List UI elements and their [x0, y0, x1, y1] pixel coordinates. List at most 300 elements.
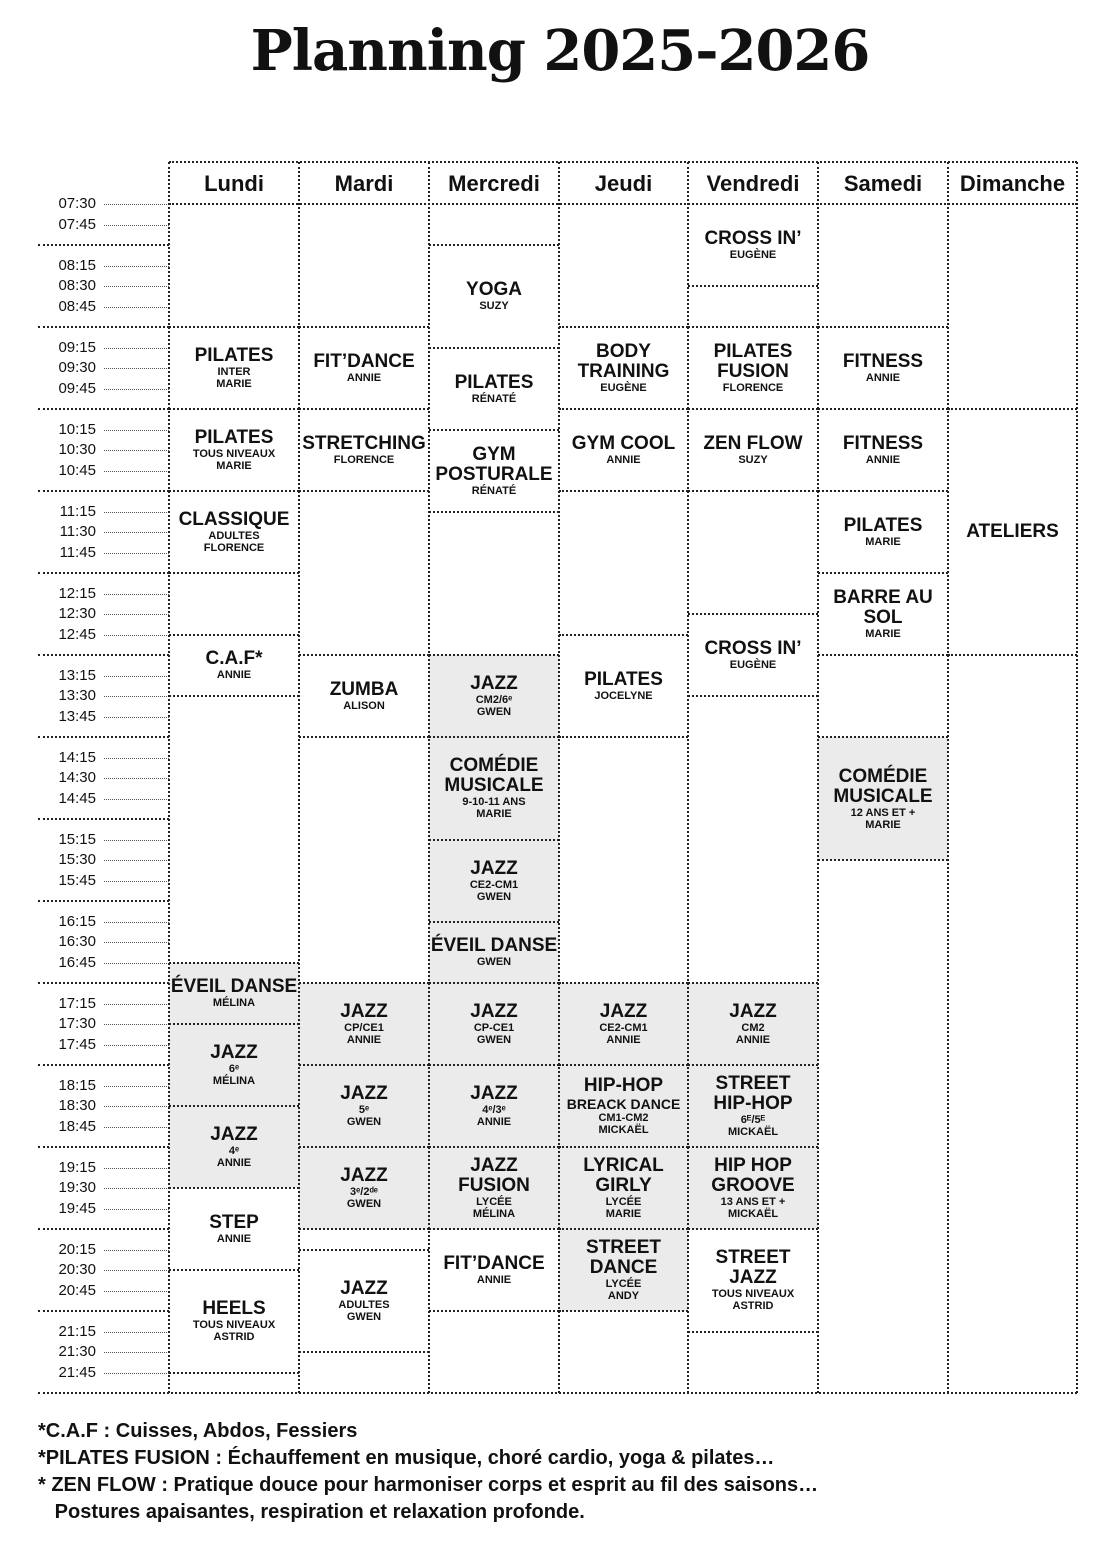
- grid-rule: [169, 161, 1077, 163]
- class-cell: [299, 655, 429, 737]
- class-name: HIP-HOP: [583, 1075, 664, 1096]
- cell-border-bottom: [169, 1372, 299, 1374]
- class-details: CE2-CM1 GWEN: [469, 878, 519, 903]
- day-header-samedi: Samedi: [843, 171, 923, 196]
- hour-line: [38, 1310, 169, 1312]
- time-tick: [104, 1291, 169, 1292]
- cell-border-top: [299, 1249, 429, 1251]
- cell-border-top: [688, 326, 818, 328]
- class-name: PILATES: [194, 427, 274, 448]
- cell-border-top: [429, 921, 559, 923]
- time-tick: [104, 1373, 169, 1374]
- class-cell: [169, 327, 299, 409]
- hour-line: [38, 1064, 169, 1066]
- class-name: HEELS: [202, 1298, 266, 1320]
- cell-border-top: [688, 982, 818, 984]
- class-cell: [299, 327, 429, 409]
- cell-border-bottom: [299, 1351, 429, 1353]
- class-name: COMÉDIE MUSICALE: [833, 765, 933, 807]
- class-name: ZEN FLOW: [703, 433, 803, 454]
- class-name: C.A.F*: [205, 648, 263, 670]
- class-details: 4ᵉ ANNIE: [216, 1145, 252, 1169]
- time-tick: [104, 430, 169, 431]
- time-tick: [104, 1106, 169, 1107]
- class-details: CP-CE1 GWEN: [473, 1022, 515, 1046]
- class-cell: [169, 1270, 299, 1373]
- class-details: LYCÉE ANDY: [605, 1278, 642, 1302]
- class-cell: [688, 1147, 818, 1229]
- time-label: 11:15: [59, 502, 96, 520]
- class-details: ADULTES GWEN: [338, 1298, 390, 1323]
- class-details: INTER MARIE: [216, 366, 252, 390]
- class-cell: [169, 409, 299, 491]
- time-tick: [104, 942, 169, 943]
- time-label: 07:30: [58, 195, 96, 212]
- class-name: BODY TRAINING: [577, 341, 670, 382]
- class-name: PILATES FUSION: [713, 341, 793, 382]
- hour-line: [38, 490, 169, 492]
- time-label: 18:30: [58, 1097, 96, 1114]
- time-label: 13:15: [58, 666, 96, 684]
- class-name: JAZZ FUSION: [458, 1155, 530, 1196]
- hour-line: [38, 408, 169, 410]
- time-label: 19:45: [58, 1199, 96, 1217]
- class-name: HIP HOP GROOVE: [711, 1155, 795, 1196]
- time-tick: [104, 1004, 169, 1005]
- class-cell: [818, 409, 948, 491]
- cell-border-top: [559, 1064, 688, 1066]
- hour-line: [38, 736, 169, 738]
- time-label: 12:30: [58, 605, 96, 622]
- time-label: 21:45: [58, 1363, 96, 1381]
- class-name: JAZZ: [599, 1001, 648, 1022]
- class-name: JAZZ: [729, 1001, 777, 1022]
- class-cell: [559, 1229, 688, 1311]
- cell-border-bottom: [299, 1228, 429, 1230]
- cell-border-top: [688, 1228, 818, 1230]
- time-label: 16:45: [58, 953, 96, 971]
- class-name: JAZZ: [210, 1042, 258, 1063]
- cell-border-top: [429, 839, 559, 841]
- time-label: 16:15: [58, 912, 96, 930]
- class-name: JAZZ: [210, 1124, 258, 1145]
- class-cell: [559, 635, 688, 738]
- cell-border-top: [688, 408, 818, 410]
- column-separator: [298, 162, 300, 1393]
- cell-border-bottom: [559, 1310, 688, 1312]
- class-details: ANNIE: [865, 372, 901, 384]
- time-label: 18:45: [58, 1117, 96, 1135]
- class-name: STREET DANCE: [586, 1237, 661, 1278]
- column-separator: [558, 162, 560, 1393]
- cell-border-bottom: [948, 654, 1077, 656]
- class-details: 13 ANS ET + MICKAËL: [720, 1196, 786, 1220]
- class-cell: [559, 327, 688, 409]
- class-cell: [429, 348, 559, 430]
- day-header-mardi: Mardi: [334, 171, 394, 196]
- time-tick: [104, 1168, 169, 1169]
- cell-border-top: [818, 490, 948, 492]
- grid-rule: [38, 1392, 1077, 1394]
- cell-border-top: [169, 1105, 299, 1107]
- cell-border-top: [299, 654, 429, 656]
- time-label: 18:15: [58, 1076, 96, 1094]
- time-tick: [104, 471, 169, 472]
- time-tick: [104, 1127, 169, 1128]
- time-tick: [104, 696, 169, 697]
- footnotes: [38, 1418, 818, 1526]
- cell-border-top: [818, 736, 948, 738]
- class-details: CM2 ANNIE: [735, 1022, 771, 1046]
- class-name: ATELIERS: [966, 521, 1059, 542]
- cell-border-top: [299, 408, 429, 410]
- cell-border-top: [559, 1228, 688, 1230]
- class-details: CM2/6ᵉ GWEN: [475, 694, 513, 718]
- class-cell: [429, 245, 559, 348]
- footnote: *PILATES FUSION : Échauffement en musique, choré cardio, yoga & pilates…: [38, 1447, 775, 1469]
- class-cell: [818, 491, 948, 573]
- class-cell: [948, 409, 1077, 655]
- time-tick: [104, 860, 169, 861]
- time-tick: [104, 594, 169, 595]
- class-cell: [169, 1024, 299, 1106]
- class-details: ANNIE: [476, 1274, 512, 1286]
- time-label: 10:30: [58, 441, 96, 458]
- class-name: YOGA: [466, 279, 522, 301]
- time-label: 15:45: [58, 871, 96, 889]
- class-details: ADULTES FLORENCE: [203, 530, 265, 554]
- time-label: 10:15: [58, 420, 96, 438]
- cell-border-top: [169, 962, 299, 964]
- day-header-jeudi: Jeudi: [594, 171, 653, 196]
- class-details: RÉNATÉ: [471, 392, 517, 405]
- class-cell: [169, 635, 299, 697]
- cell-border-top: [299, 982, 429, 984]
- time-tick: [104, 922, 169, 923]
- cell-border-top: [169, 490, 299, 492]
- time-label: 11:30: [59, 523, 96, 540]
- cell-border-top: [299, 1064, 429, 1066]
- time-tick: [104, 1270, 169, 1271]
- class-details: MÉLINA: [212, 997, 256, 1010]
- class-cell: [818, 737, 948, 860]
- time-label: 14:30: [58, 769, 96, 786]
- cell-border-top: [559, 326, 688, 328]
- time-tick: [104, 881, 169, 882]
- time-tick: [104, 553, 169, 554]
- class-name: JAZZ: [470, 673, 518, 694]
- class-details: 5ᵉ GWEN: [346, 1104, 382, 1128]
- time-label: 08:45: [58, 297, 96, 315]
- time-tick: [104, 266, 169, 267]
- class-details: CP/CE1 ANNIE: [344, 1022, 384, 1046]
- cell-border-top: [169, 1269, 299, 1271]
- class-details: LYCÉE MÉLINA: [472, 1196, 516, 1220]
- class-name: JAZZ: [340, 1277, 388, 1299]
- class-cell: [299, 409, 429, 491]
- class-details: ANNIE: [606, 454, 641, 466]
- cell-border-bottom: [299, 490, 429, 492]
- time-label: 20:15: [58, 1240, 96, 1258]
- cell-border-top: [429, 1064, 559, 1066]
- time-tick: [104, 532, 169, 533]
- class-cell: [429, 1065, 559, 1147]
- class-name: STREET HIP-HOP: [713, 1073, 793, 1114]
- time-tick: [104, 840, 169, 841]
- time-label: 19:15: [58, 1158, 96, 1176]
- time-label: 20:30: [58, 1261, 96, 1278]
- class-cell: [429, 430, 559, 512]
- class-details: ALISON: [343, 700, 385, 712]
- class-cell: [818, 327, 948, 409]
- cell-border-top: [299, 1146, 429, 1148]
- cell-border-top: [169, 1187, 299, 1189]
- time-label: 15:30: [58, 851, 96, 868]
- class-details: ANNIE: [216, 669, 252, 682]
- time-label: 11:45: [59, 543, 96, 561]
- time-tick: [104, 450, 169, 451]
- class-name: STRETCHING: [302, 433, 426, 454]
- column-separator: [687, 162, 689, 1393]
- time-tick: [104, 204, 169, 205]
- class-details: JOCELYNE: [594, 689, 653, 702]
- class-cell: [688, 614, 818, 696]
- time-tick: [104, 717, 169, 718]
- class-cell: [299, 1250, 429, 1353]
- time-label: 21:15: [58, 1322, 96, 1340]
- class-name: JAZZ: [470, 1083, 518, 1104]
- class-details: EUGÈNE: [729, 659, 777, 671]
- class-cell: [429, 1147, 559, 1229]
- cell-border-bottom: [169, 572, 299, 574]
- class-name: STREET JAZZ: [715, 1247, 791, 1289]
- time-tick: [104, 286, 169, 287]
- hour-line: [38, 326, 169, 328]
- class-details: GWEN: [476, 956, 512, 969]
- time-label: 09:15: [58, 338, 96, 356]
- class-details: LYCÉE MARIE: [605, 1196, 642, 1220]
- class-cell: [429, 655, 559, 737]
- cell-border-bottom: [818, 859, 948, 861]
- class-details: SUZY: [738, 454, 768, 466]
- cell-border-top: [559, 634, 688, 636]
- cell-border-bottom: [559, 490, 688, 492]
- cell-border-bottom: [688, 695, 818, 697]
- time-tick: [104, 799, 169, 800]
- class-name: JAZZ: [470, 1001, 518, 1022]
- day-header-vendredi: Vendredi: [706, 171, 800, 196]
- class-name: LYRICAL GIRLY: [583, 1155, 664, 1196]
- footnote: *C.A.F : Cuisses, Abdos, Fessiers: [38, 1420, 358, 1442]
- column-separator: [1076, 162, 1078, 1393]
- cell-border-top: [169, 408, 299, 410]
- cell-border-top: [169, 326, 299, 328]
- time-label: 20:45: [58, 1281, 96, 1299]
- cell-border-top: [818, 326, 948, 328]
- cell-border-top: [429, 982, 559, 984]
- class-cell: [688, 204, 818, 286]
- class-details: ANNIE: [216, 1233, 252, 1245]
- cell-border-top: [429, 1146, 559, 1148]
- class-name: CROSS IN’: [704, 228, 802, 249]
- class-cell: [299, 983, 429, 1065]
- column-separator: [947, 162, 949, 1393]
- class-cell: [169, 1106, 299, 1188]
- time-tick: [104, 635, 169, 636]
- class-cell: [559, 983, 688, 1065]
- class-details: ANNIE: [346, 372, 382, 384]
- class-cell: [688, 409, 818, 491]
- cell-border-top: [169, 1023, 299, 1025]
- time-label: 08:30: [58, 277, 96, 294]
- time-label: 14:45: [58, 789, 96, 807]
- time-label: 15:15: [58, 830, 96, 848]
- cell-border-bottom: [688, 1331, 818, 1333]
- cell-border-top: [688, 1146, 818, 1148]
- cell-border-top: [169, 634, 299, 636]
- cell-border-bottom: [688, 285, 818, 287]
- time-label: 10:45: [58, 461, 96, 479]
- class-name: ÉVEIL DANSE: [170, 976, 298, 998]
- time-label: 19:30: [58, 1179, 96, 1196]
- class-cell: [169, 963, 299, 1025]
- cell-border-top: [818, 408, 948, 410]
- day-header-mercredi: Mercredi: [448, 171, 540, 196]
- hour-line: [38, 982, 169, 984]
- class-name: ZUMBA: [329, 679, 399, 700]
- class-details: 6ᴱ/5ᴱ MICKAËL: [727, 1114, 779, 1138]
- cell-border-top: [688, 613, 818, 615]
- time-label: 13:45: [58, 707, 96, 725]
- cell-border-top: [559, 982, 688, 984]
- class-details: MARIE: [865, 628, 901, 640]
- footnote: Postures apaisantes, respiration et relaxation profonde.: [38, 1501, 585, 1523]
- cell-border-top: [429, 244, 559, 246]
- class-name: PILATES: [584, 668, 663, 690]
- cell-border-top: [429, 736, 559, 738]
- time-label: 17:45: [58, 1035, 96, 1053]
- cell-border-top: [948, 408, 1077, 410]
- grid-rule: [169, 203, 1077, 205]
- class-name: PILATES: [843, 515, 923, 536]
- hour-line: [38, 1228, 169, 1230]
- class-cell: [688, 983, 818, 1065]
- time-tick: [104, 1188, 169, 1189]
- class-cell: [688, 1065, 818, 1147]
- cell-border-bottom: [688, 490, 818, 492]
- time-label: 17:30: [58, 1015, 96, 1032]
- time-tick: [104, 1209, 169, 1210]
- hour-line: [38, 818, 169, 820]
- class-details: RÉNATÉ: [471, 484, 517, 497]
- class-name: JAZZ: [340, 1001, 388, 1022]
- time-label: 12:45: [58, 625, 96, 643]
- time-tick: [104, 348, 169, 349]
- time-tick: [104, 676, 169, 677]
- class-name: GYM COOL: [571, 433, 676, 454]
- column-separator: [428, 162, 430, 1393]
- class-name: JAZZ: [340, 1083, 388, 1104]
- time-label: 21:30: [58, 1343, 96, 1360]
- time-tick: [104, 1352, 169, 1353]
- class-name: JAZZ: [340, 1165, 388, 1186]
- class-cell: [299, 1147, 429, 1229]
- time-tick: [104, 1086, 169, 1087]
- class-name: FIT’DANCE: [443, 1253, 545, 1274]
- column-separator: [168, 162, 170, 1393]
- cell-border-top: [818, 572, 948, 574]
- day-header-dimanche: Dimanche: [959, 171, 1066, 196]
- cell-border-top: [429, 429, 559, 431]
- class-details: 4ᵉ/3ᵉ ANNIE: [476, 1104, 512, 1128]
- cell-border-bottom: [429, 511, 559, 513]
- class-cell: [688, 327, 818, 409]
- page-title: Planning 2025-2026: [250, 18, 870, 84]
- time-tick: [104, 368, 169, 369]
- time-tick: [104, 778, 169, 779]
- time-tick: [104, 225, 169, 226]
- time-tick: [104, 1332, 169, 1333]
- class-details: TOUS NIVEAUX ASTRID: [711, 1288, 795, 1313]
- hour-line: [38, 1146, 169, 1148]
- class-details: EUGÈNE: [600, 382, 647, 394]
- time-tick: [104, 758, 169, 759]
- time-label: 12:15: [58, 584, 96, 602]
- class-details: ANNIE: [865, 454, 901, 466]
- time-tick: [104, 1250, 169, 1251]
- class-details: EUGÈNE: [729, 249, 777, 261]
- time-tick: [104, 1024, 169, 1025]
- time-tick: [104, 963, 169, 964]
- class-details: 12 ANS ET + MARIE: [850, 806, 916, 831]
- hour-line: [38, 244, 169, 246]
- class-name: BARRE AU SOL: [833, 587, 933, 628]
- time-label: 17:15: [58, 994, 96, 1012]
- time-tick: [104, 389, 169, 390]
- cell-border-top: [688, 1064, 818, 1066]
- class-name: CLASSIQUE: [178, 509, 290, 530]
- class-name: STEP: [209, 1212, 259, 1233]
- cell-border-bottom: [169, 695, 299, 697]
- class-details: 3ᵉ/2ᵈᵉ GWEN: [346, 1186, 382, 1210]
- class-details: 9-10-11 ANS MARIE: [462, 796, 526, 821]
- time-tick: [104, 614, 169, 615]
- cell-border-bottom: [818, 654, 948, 656]
- time-label: 13:30: [58, 687, 96, 704]
- hour-line: [38, 572, 169, 574]
- cell-border-top: [429, 1228, 559, 1230]
- class-details: CE2-CM1 ANNIE: [599, 1022, 648, 1046]
- cell-border-top: [429, 654, 559, 656]
- class-details: MARIE: [865, 536, 901, 548]
- class-name: CROSS IN’: [704, 638, 802, 659]
- class-details: FLORENCE: [722, 382, 784, 394]
- cell-border-top: [559, 408, 688, 410]
- hour-line: [38, 900, 169, 902]
- class-details: SUZY: [479, 300, 509, 313]
- class-name: COMÉDIE MUSICALE: [444, 755, 544, 797]
- class-cell: [559, 1065, 688, 1147]
- time-tick: [104, 1045, 169, 1046]
- day-header-lundi: Lundi: [204, 171, 264, 196]
- cell-border-bottom: [429, 1310, 559, 1312]
- cell-border-top: [559, 1146, 688, 1148]
- class-cell: [818, 573, 948, 655]
- class-cell: [169, 491, 299, 573]
- class-cell: [559, 409, 688, 491]
- class-cell: [299, 1065, 429, 1147]
- class-name: JAZZ: [470, 857, 518, 879]
